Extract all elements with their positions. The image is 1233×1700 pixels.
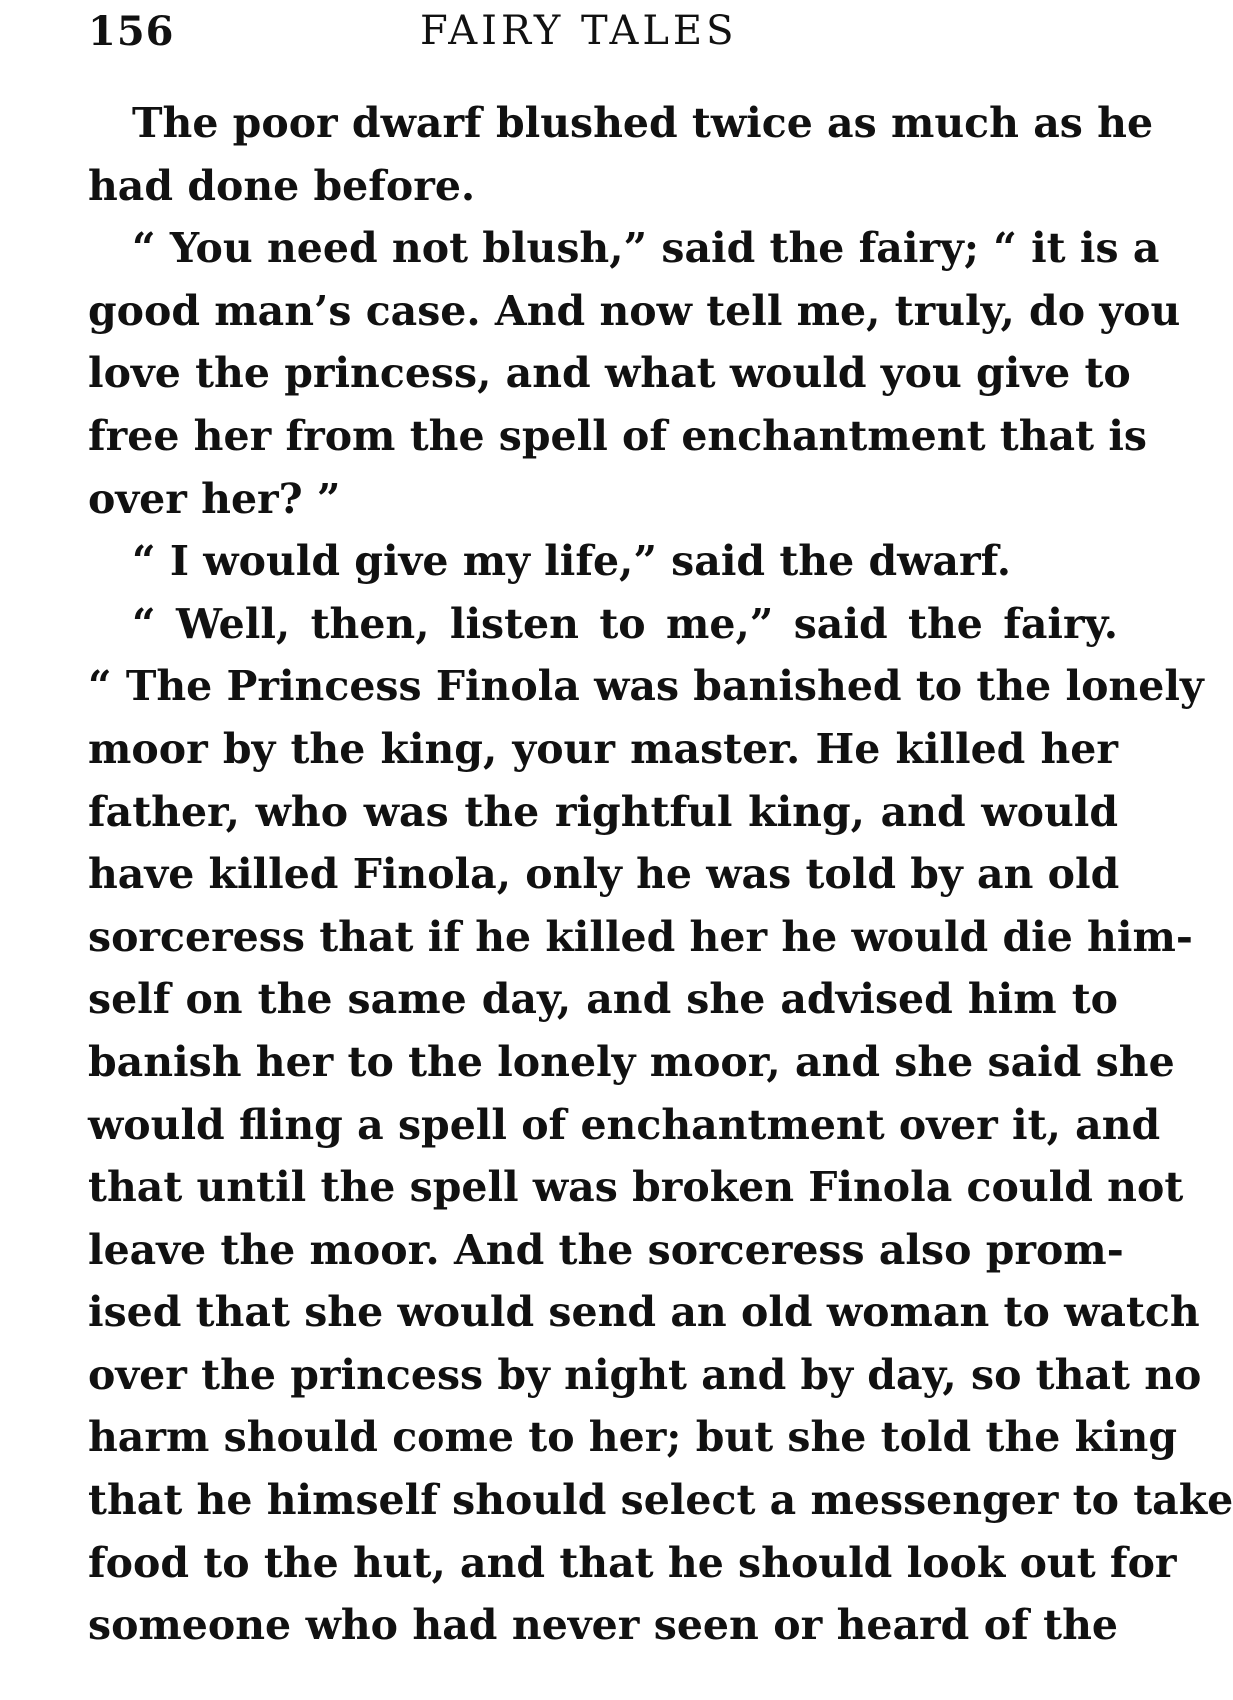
text-line: over the princess by night and by day, so that no — [88, 1350, 1202, 1399]
text-line: leave the moor. And the sorceress also prom- — [88, 1225, 1124, 1274]
text-line: had done before. — [88, 161, 476, 210]
text-line: “ The Princess Finola was banished to the lonely — [88, 662, 1204, 711]
text-line: moor by the king, your master. He killed her — [88, 724, 1118, 773]
body-text — [88, 92, 1233, 1657]
text-line: The poor dwarf blushed twice as much as he — [132, 99, 1154, 147]
running-head: FAIRY TALES — [420, 8, 738, 54]
text-line: that until the spell was broken Finola could not — [88, 1163, 1184, 1212]
text-line: banish her to the lonely moor, and she said she — [88, 1037, 1175, 1086]
text-line: free her from the spell of enchantment that is — [88, 411, 1147, 460]
text-line: sorceress that if he killed her he would die him- — [88, 912, 1193, 961]
page-number: 156 — [88, 8, 175, 55]
text-line: self on the same day, and she advised him to — [88, 975, 1118, 1024]
text-line: would fling a spell of enchantment over it, and — [88, 1100, 1161, 1149]
text-line: have killed Finola, only he was told by an old — [88, 850, 1120, 899]
text-line: food to the hut, and that he should look out for — [88, 1538, 1177, 1587]
text-line: that he himself should select a messenger to take — [88, 1476, 1233, 1525]
text-line: “ I would give my life,” said the dwarf. — [132, 537, 1012, 586]
text-line: over her? ” — [88, 474, 341, 523]
page-header — [0, 8, 1200, 58]
text-line: love the princess, and what would you give to — [88, 349, 1131, 398]
text-line: harm should come to her; but she told the king — [88, 1413, 1178, 1462]
text-line: “ You need not blush,” said the fairy; “ it is a — [132, 224, 1160, 273]
text-line: father, who was the rightful king, and would — [88, 787, 1118, 836]
text-line: “ Well, then, listen to me,” said the fairy. — [132, 599, 1118, 648]
text-line: someone who had never seen or heard of the — [88, 1601, 1118, 1650]
text-line: ised that she would send an old woman to watch — [88, 1288, 1200, 1337]
text-line: good man’s case. And now tell me, truly, do you — [88, 286, 1181, 335]
